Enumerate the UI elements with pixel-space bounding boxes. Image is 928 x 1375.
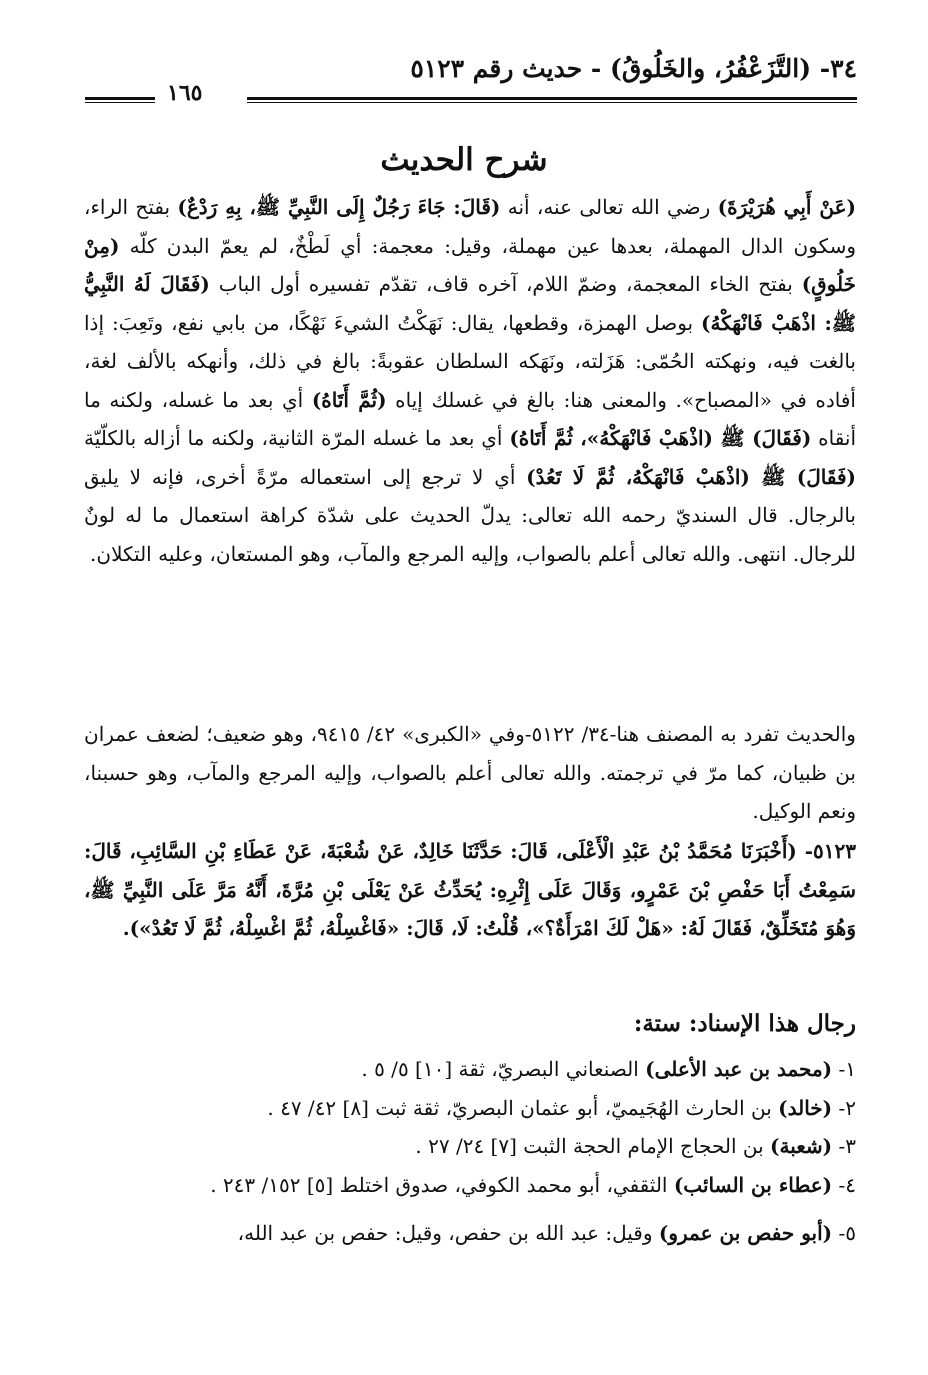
narrators-heading: رجال هذا الإسناد: ستة: — [633, 1010, 856, 1037]
commentary-run: بوصل الهمزة، وقطعها، يقال: نَهَكْتُ الشيءَ نَهْكًا، من بابي نفع، وتَعِبَ: إذا بالغت فيه، ونهكته الحُمّى: هَزَلته، ونَهَكه السلطان عقوبةً: بالغ في ذلك، وأنهكه بالألف لغة، أفاده في «المصباح». والمعنى هنا: بالغ في غسلك إياه — [84, 310, 856, 412]
commentary-run: أي بعد ما غسله، ولكنه ما أنقاه — [84, 387, 856, 450]
header-rule — [247, 97, 857, 103]
commentary-run: أي لا ترجع إلى استعماله مرّةً أخرى، فإنه لا يليق بالرجال. قال السنديّ رحمه الله تعالى: يدلّ الحديث على شدّة كراهة استعمال ما له لونٌ للرجال. انتهى. والله تعالى أعلم بالصواب، وإليه المرجع والمآب، وهو المستعان، وعليه التكلان. — [84, 464, 856, 566]
page-number: ١٦٥ — [167, 80, 203, 106]
narrator-run: ٥- — [832, 1221, 856, 1245]
narrator-item — [84, 1214, 856, 1253]
narrator-run: الصنعاني البصريّ، ثقة [١٠] ٥/ ٥ . — [361, 1057, 646, 1081]
commentary-run: (قَالَ: جَاءَ رَجُلٌ إِلَى النَّبِيِّ ﷺ، بِهِ رَدْعٌ) — [177, 195, 501, 219]
narrator-run: (شعبة) — [770, 1134, 833, 1158]
narrator-run: بن الحجاج الإمام الحجة الثبت [٧] ٢٤/ ٢٧ . — [415, 1134, 771, 1158]
commentary-run: (فَقَالَ) ﷺ (اذْهَبْ فَانْهَكْهُ»، ثُمَّ أَتَاهُ) — [509, 426, 812, 450]
narrator-run: وقيل: عبد الله بن حفص، وقيل: حفص بن عبد الله، — [237, 1221, 659, 1245]
commentary-run: (فَقَالَ لَهُ النَّبِيُّ ﷺ: اذْهَبْ فَانْهَكْهُ) — [84, 272, 856, 335]
narrator-run: بن الحارث الهُجَيميّ، أبو عثمان البصريّ، ثقة ثبت [٨] ٤٢/ ٤٧ . — [267, 1095, 779, 1120]
section-title: شرح الحديث — [380, 142, 548, 178]
narrator-run: ٢- — [832, 1095, 856, 1120]
takhrij-paragraph: والحديث تفرد به المصنف هنا-٣٤/ ٥١٢٢-وفي «الكبرى» ٤٢/ ٩٤١٥، وهو ضعيف؛ لضعف عمران بن ظبيان، كما مرّ في ترجمته. والله تعالى أعلم بالصواب، وإليه المرجع والمآب، وهو حسبنا، ونعم الوكيل. — [84, 722, 856, 823]
narrator-item — [84, 1166, 856, 1205]
narrator-item — [84, 1127, 856, 1166]
commentary-run: بفتح الراء، وسكون الدال المهملة، بعدها عين مهملة، وقيل: معجمة: أي لَطْخٌ، لم يعمّ البدن كلّه — [84, 195, 856, 258]
hadith-text: ٥١٢٣- (أَخْبَرَنَا مُحَمَّدُ بْنُ عَبْدِ الْأَعْلَى، قَالَ: حَدَّثَنَا خَالِدٌ، عَنْ شُعْبَةَ، عَنْ عَطَاءِ بْنِ السَّائِبِ، قَالَ: سَمِعْتُ أَبَا حَفْصِ بْنَ عَمْرٍو، وَقَالَ عَلَى إِثْرِهِ: يُحَدِّثُ عَنْ يَعْلَى بْنِ مُرَّةَ، أَنَّهُ مَرَّ عَلَى النَّبِيِّ ﷺ، وَهُوَ مُتَخَلِّقٌ، فَقَالَ لَهُ: «هَلْ لَكَ امْرَأَةٌ؟»، قُلْتُ: لَا، قَالَ: «فَاغْسِلْهُ، ثُمَّ اغْسِلْهُ، ثُمَّ لَا تَعُدْ»). — [84, 839, 856, 940]
narrator-run: (محمد بن عبد الأعلى) — [645, 1057, 833, 1081]
commentary-run: (فَقَالَ) ﷺ (اذْهَبْ فَانْهَكْهُ، ثُمَّ لَا تَعُدْ) — [526, 464, 856, 489]
commentary-run: أي بعد ما غسله المرّة الثانية، ولكنه ما أزاله بالكلّيّة — [84, 426, 510, 450]
page-number-rule — [85, 97, 155, 103]
chapter-title: ٣٤- (التَّزَعْفُرُ، والخَلُوقُ) - حديث رقم ٥١٢٣ — [410, 54, 857, 83]
narrator-item — [84, 1050, 856, 1089]
narrator-run: (أبو حفص بن عمرو) — [658, 1221, 833, 1245]
narrator-run: (عطاء بن السائب) — [673, 1172, 833, 1197]
narrator-run: (خالد) — [778, 1095, 833, 1120]
narrator-item — [84, 1089, 856, 1128]
commentary-run: (ثُمَّ أَتَاهُ) — [311, 387, 387, 412]
running-header — [85, 52, 857, 112]
commentary-run: رضي الله تعالى عنه، أنه — [500, 195, 718, 219]
narrator-run: ١- — [832, 1057, 856, 1081]
narrator-run: ٣- — [832, 1134, 856, 1158]
narrator-run: الثقفي، أبو محمد الكوفي، صدوق اختلط [٥] ١٥٢/ ٢٤٣ . — [210, 1172, 674, 1197]
narrator-run: ٤- — [832, 1172, 856, 1197]
commentary-run: (مِنْ خَلُوقٍ) — [84, 233, 856, 296]
commentary-run: (عَنْ أَبِي هُرَيْرَةَ) — [717, 195, 857, 219]
narrators-list — [84, 1050, 856, 1253]
commentary-run: بفتح الخاء المعجمة، وضمّ اللام، آخره قاف، تقدّم تفسيره أول الباب — [209, 272, 802, 296]
commentary-paragraph — [84, 188, 856, 573]
